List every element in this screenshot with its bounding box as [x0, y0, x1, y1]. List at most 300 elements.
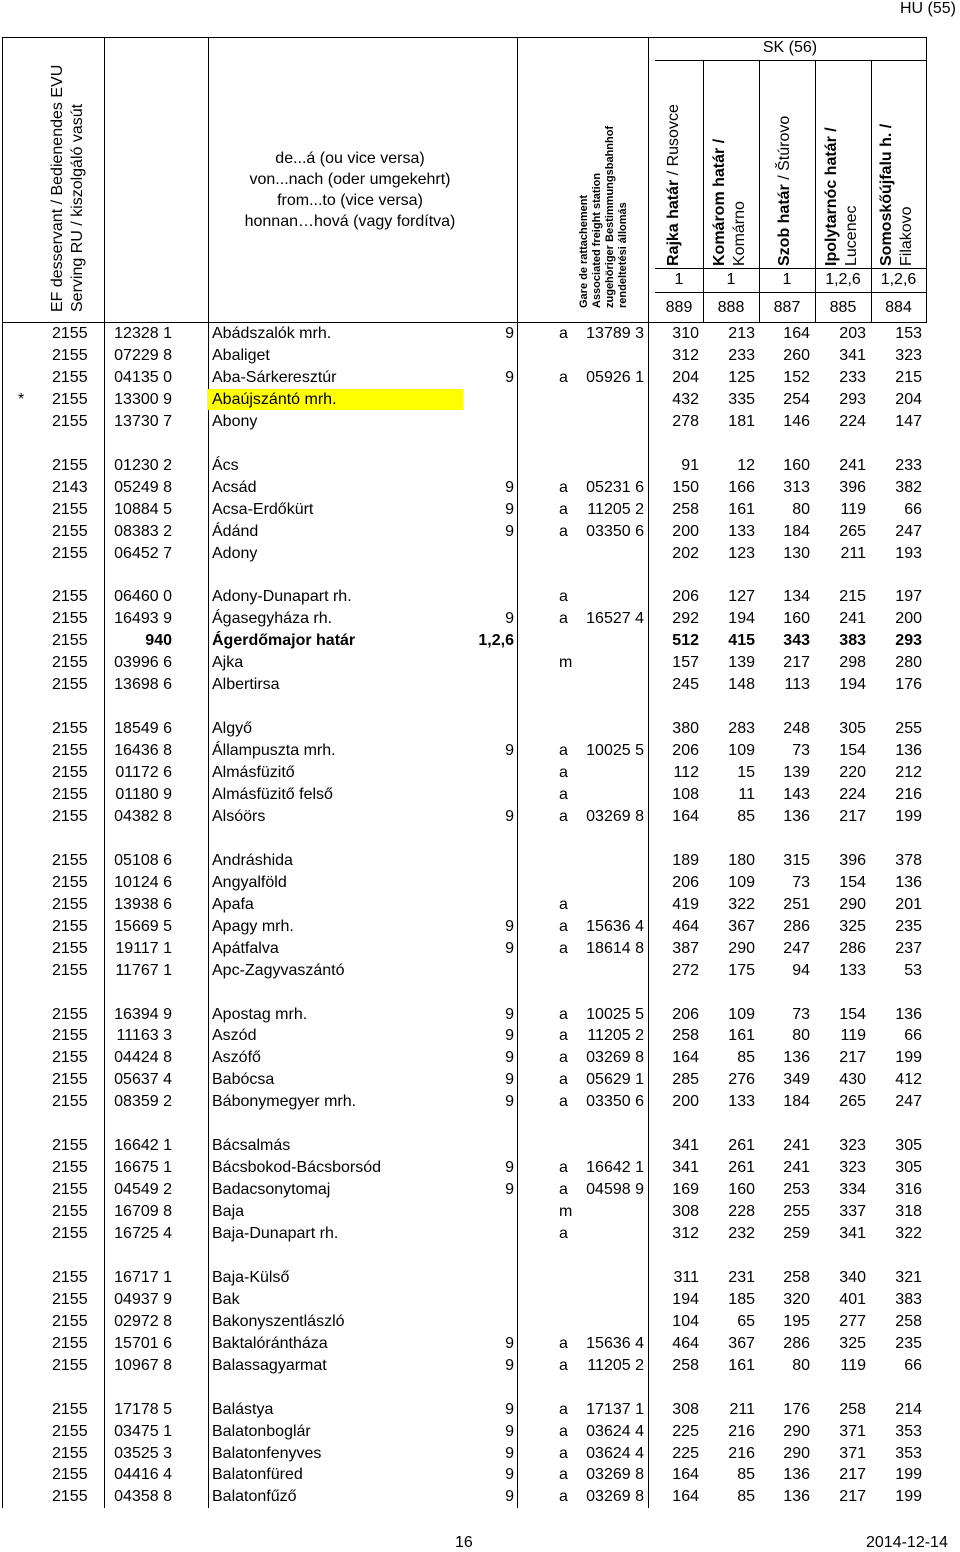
row-value: 305 [895, 1137, 922, 1155]
row-ru: 2155 [52, 346, 88, 364]
row-value: 335 [728, 390, 755, 408]
row-value: 200 [895, 610, 922, 628]
direction-line: de...á (ou vice versa) [275, 150, 425, 167]
row-ref-station: 03269 8 [586, 1466, 644, 1484]
row-value: 233 [895, 456, 922, 474]
border-number: 888 [717, 299, 745, 316]
row-station-name: Apagy mrh. [212, 917, 294, 935]
row-station-name: Balástya [212, 1400, 274, 1418]
row-value: 200 [672, 522, 699, 540]
row-cola: a [559, 1225, 568, 1242]
row-station-code: 13730 7 [114, 412, 172, 430]
row-value: 154 [839, 1005, 866, 1023]
row-cola: a [559, 588, 568, 606]
row-value: 318 [895, 1203, 922, 1220]
row-value: 341 [839, 346, 866, 364]
row-station-code: 04382 8 [114, 807, 172, 825]
row-col9: 9 [505, 1159, 514, 1177]
row-value: 224 [839, 786, 866, 803]
row-value: 148 [728, 676, 755, 694]
row-ru: 2155 [52, 742, 88, 760]
row-value: 341 [672, 1137, 699, 1155]
row-value: 181 [728, 412, 755, 430]
row-value: 290 [839, 895, 866, 913]
row-value: 185 [728, 1290, 755, 1308]
row-station-name: Baktalórántháza [212, 1334, 328, 1352]
row-value: 315 [783, 851, 810, 869]
row-value: 277 [839, 1312, 866, 1330]
row-mark: * [18, 390, 25, 408]
border-name-somoskoujfalu [877, 124, 917, 266]
row-value: 464 [672, 1334, 699, 1352]
row-cola: a [559, 325, 568, 342]
row-cola: a [559, 917, 568, 935]
row-value: 136 [895, 873, 922, 891]
row-value: 136 [783, 1466, 810, 1484]
row-col9: 9 [505, 1005, 514, 1023]
row-ru: 2155 [52, 895, 88, 913]
row-station-name: Bakonyszentlászló [212, 1312, 345, 1330]
row-col9: 9 [505, 917, 514, 935]
row-value: 127 [728, 588, 755, 606]
row-ref-station: 10025 5 [586, 742, 644, 760]
row-value: 237 [895, 939, 922, 957]
row-value: 343 [783, 632, 810, 650]
row-station-name: Baja-Külső [212, 1268, 290, 1286]
row-value: 312 [672, 1225, 699, 1242]
page-code: HU (55) [899, 0, 956, 17]
row-value: 233 [839, 368, 866, 386]
row-station-code: 16493 9 [114, 610, 172, 628]
row-ru: 2155 [52, 1268, 88, 1286]
row-value: 241 [783, 1159, 810, 1177]
row-value: 383 [839, 632, 866, 650]
row-station-code: 06460 0 [114, 588, 172, 606]
row-cola: a [559, 1488, 568, 1506]
row-value: 258 [895, 1312, 922, 1330]
row-ref-station: 03624 4 [586, 1422, 644, 1440]
row-value: 396 [839, 478, 866, 496]
row-ru: 2155 [52, 961, 88, 979]
row-value: 180 [728, 851, 755, 869]
row-cola: a [559, 1159, 568, 1177]
row-col9: 9 [505, 807, 514, 825]
row-value: 258 [672, 1356, 699, 1374]
row-value: 133 [728, 1093, 755, 1111]
row-station-code: 01180 9 [115, 786, 172, 803]
sk-header: SK (56) [762, 39, 818, 56]
row-ru: 2155 [52, 1225, 88, 1242]
row-value: 154 [839, 873, 866, 891]
row-value: 152 [783, 368, 810, 386]
row-value: 286 [839, 939, 866, 957]
row-ru: 2155 [52, 807, 88, 825]
row-value: 85 [737, 807, 755, 825]
row-ru: 2155 [52, 1093, 88, 1111]
row-station-name: Adony-Dunapart rh. [212, 588, 352, 606]
row-value: 204 [895, 390, 922, 408]
row-value: 272 [672, 961, 699, 979]
row-col9: 9 [505, 1422, 514, 1440]
row-value: 258 [839, 1400, 866, 1418]
row-value: 396 [839, 851, 866, 869]
row-value: 214 [895, 1400, 922, 1418]
row-station-code: 16642 1 [114, 1137, 172, 1155]
row-cola: m [559, 654, 573, 672]
row-ru: 2155 [52, 1137, 88, 1155]
ru-header-label [48, 65, 88, 312]
row-value: 337 [839, 1203, 866, 1220]
row-value: 312 [672, 346, 699, 364]
row-value: 53 [904, 961, 922, 979]
row-value: 157 [672, 654, 699, 672]
row-value: 220 [839, 764, 866, 781]
row-station-name: Alsóörs [212, 807, 266, 825]
row-station-code: 940 [145, 632, 172, 650]
row-station-name: Balatonboglár [212, 1422, 311, 1440]
row-value: 310 [672, 325, 699, 342]
row-cola: a [559, 1181, 568, 1199]
border-bold: Somoskőújfalu h. / [878, 123, 895, 266]
row-station-code: 04416 4 [114, 1466, 172, 1484]
row-value: 143 [783, 786, 810, 803]
row-value: 323 [839, 1159, 866, 1177]
row-station-code: 15701 6 [114, 1334, 172, 1352]
border-name-ipolytarnoc [822, 127, 862, 266]
row-value: 150 [672, 478, 699, 496]
row-ru: 2155 [52, 786, 88, 803]
row-value: 276 [728, 1071, 755, 1089]
row-station-name: Andráshida [212, 851, 293, 869]
row-value: 241 [783, 1137, 810, 1155]
row-ref-station: 16642 1 [586, 1159, 644, 1177]
row-station-name: Abádszalók mrh. [212, 325, 332, 342]
row-value: 200 [672, 1093, 699, 1111]
row-value: 235 [895, 1334, 922, 1352]
row-ru: 2155 [52, 1444, 88, 1462]
row-value: 293 [839, 390, 866, 408]
row-col9: 9 [505, 325, 514, 342]
row-value: 136 [895, 1005, 922, 1023]
station-header-line: zugehöriger Bestimmungsbahnhof [604, 125, 616, 308]
row-col9: 9 [505, 1488, 514, 1506]
row-value: 15 [737, 764, 755, 781]
row-value: 378 [895, 851, 922, 869]
row-ru: 2155 [52, 325, 88, 342]
row-col9: 9 [505, 500, 514, 518]
row-ref-station: 15636 4 [586, 917, 644, 935]
row-value: 66 [904, 1027, 922, 1045]
row-cola: a [559, 478, 568, 496]
row-ref-station: 03269 8 [586, 807, 644, 825]
row-station-name: Abaújszántó mrh. [212, 390, 337, 408]
row-value: 217 [839, 1049, 866, 1067]
row-value: 265 [839, 522, 866, 540]
row-value: 248 [783, 720, 810, 738]
row-ref-station: 05926 1 [586, 368, 644, 386]
row-value: 292 [672, 610, 699, 628]
row-value: 285 [672, 1071, 699, 1089]
row-value: 164 [672, 1466, 699, 1484]
row-value: 85 [737, 1049, 755, 1067]
row-value: 11 [738, 786, 755, 803]
row-value: 380 [672, 720, 699, 738]
row-ru: 2155 [52, 1312, 88, 1330]
row-value: 464 [672, 917, 699, 935]
row-station-code: 11767 1 [115, 961, 172, 979]
row-value: 211 [729, 1400, 755, 1418]
row-value: 298 [839, 654, 866, 672]
row-station-code: 05108 6 [114, 851, 172, 869]
row-station-name: Aszód [212, 1027, 257, 1045]
row-value: 130 [783, 544, 810, 562]
row-value: 353 [895, 1422, 922, 1440]
row-value: 202 [672, 544, 699, 562]
direction-line: von...nach (oder umgekehrt) [249, 171, 451, 188]
row-cola: a [559, 1027, 568, 1045]
row-station-code: 04549 2 [114, 1181, 172, 1199]
row-value: 286 [783, 1334, 810, 1352]
row-value: 80 [792, 1027, 810, 1045]
row-value: 169 [672, 1181, 699, 1199]
row-value: 323 [895, 346, 922, 364]
row-value: 216 [895, 786, 922, 803]
border-code: 1 [726, 271, 736, 288]
row-value: 313 [783, 478, 810, 496]
row-value: 247 [895, 522, 922, 540]
row-value: 119 [840, 1027, 866, 1045]
row-value: 189 [672, 851, 699, 869]
row-value: 382 [895, 478, 922, 496]
row-value: 164 [672, 1488, 699, 1506]
row-col9: 1,2,6 [478, 632, 514, 650]
row-value: 194 [839, 676, 866, 694]
row-value: 194 [728, 610, 755, 628]
row-station-code: 05249 8 [114, 478, 172, 496]
row-col9: 9 [505, 478, 514, 496]
row-value: 224 [839, 412, 866, 430]
row-station-code: 16675 1 [114, 1159, 172, 1177]
row-col9: 9 [505, 1466, 514, 1484]
row-station-code: 07229 8 [114, 346, 172, 364]
row-value: 146 [783, 412, 810, 430]
row-cola: a [559, 939, 568, 957]
row-value: 104 [672, 1312, 699, 1330]
row-station-code: 18549 6 [114, 720, 172, 738]
row-station-code: 04424 8 [114, 1049, 172, 1067]
row-value: 305 [839, 720, 866, 738]
row-ru: 2155 [52, 632, 88, 650]
row-ru: 2155 [52, 588, 88, 606]
row-value: 235 [895, 917, 922, 935]
border-number: 884 [885, 299, 912, 316]
row-value: 258 [672, 500, 699, 518]
row-value: 160 [783, 610, 810, 628]
row-value: 85 [737, 1488, 755, 1506]
row-value: 203 [839, 325, 866, 342]
border-name-rajka [664, 104, 684, 266]
row-value: 290 [783, 1444, 810, 1462]
row-station-code: 04358 8 [114, 1488, 172, 1506]
row-station-code: 16725 4 [114, 1225, 172, 1242]
row-value: 253 [783, 1181, 810, 1199]
row-ru: 2155 [52, 654, 88, 672]
row-ref-station: 17137 1 [586, 1400, 644, 1418]
row-value: 265 [839, 1093, 866, 1111]
row-ru: 2155 [52, 1049, 88, 1067]
table-top-border [2, 37, 926, 38]
row-value: 164 [783, 325, 810, 342]
row-station-name: Abony [212, 412, 258, 430]
border-code: 1,2,6 [880, 271, 917, 288]
footer-date: 2014-12-14 [866, 1534, 948, 1551]
border-number: 885 [829, 299, 857, 316]
row-value: 412 [895, 1071, 922, 1089]
row-station-code: 13938 6 [114, 895, 172, 913]
row-col9: 9 [505, 1093, 514, 1111]
row-station-code: 03996 6 [114, 654, 172, 672]
row-value: 136 [895, 742, 922, 760]
row-value: 80 [792, 500, 810, 518]
row-value: 109 [728, 873, 755, 891]
ru-header-line-1: EF desservant / Bedienendes EVU [49, 64, 66, 312]
row-value: 308 [672, 1203, 699, 1220]
row-station-code: 10124 6 [114, 873, 172, 891]
row-cola: a [559, 1049, 568, 1067]
row-value: 94 [792, 961, 810, 979]
row-value: 419 [672, 895, 699, 913]
row-col9: 9 [505, 1027, 514, 1045]
row-value: 73 [792, 742, 810, 760]
border-bold: Ipolytarnóc határ / [823, 127, 840, 266]
row-station-name: Ádánd [212, 522, 259, 540]
row-value: 73 [792, 1005, 810, 1023]
row-cola: a [559, 807, 568, 825]
row-cola: a [559, 1356, 568, 1374]
row-ru: 2155 [52, 1422, 88, 1440]
row-station-name: Aba-Sárkeresztúr [212, 368, 337, 386]
border-name-komarom [710, 139, 750, 266]
row-value: 194 [672, 1290, 699, 1308]
row-station-code: 01230 2 [114, 456, 172, 474]
row-value: 119 [840, 1356, 866, 1374]
row-ru: 2155 [52, 522, 88, 540]
row-value: 247 [783, 939, 810, 957]
row-value: 154 [839, 742, 866, 760]
row-station-code: 16709 8 [114, 1203, 172, 1220]
row-ref-station: 04598 9 [586, 1181, 644, 1199]
row-station-code: 04135 0 [114, 368, 172, 386]
row-col9: 9 [505, 1356, 514, 1374]
row-station-code: 15669 5 [114, 917, 172, 935]
row-value: 211 [840, 544, 866, 562]
row-col9: 9 [505, 1181, 514, 1199]
row-station-name: Baja-Dunapart rh. [212, 1225, 339, 1242]
row-value: 217 [839, 807, 866, 825]
row-station-name: Ágerdőmajor határ [212, 632, 356, 650]
row-value: 322 [728, 895, 755, 913]
row-station-code: 16394 9 [114, 1005, 172, 1023]
row-value: 261 [728, 1137, 755, 1155]
row-value: 341 [672, 1159, 699, 1177]
row-value: 66 [904, 500, 922, 518]
row-value: 12 [737, 456, 755, 474]
row-value: 341 [839, 1225, 866, 1242]
row-value: 195 [783, 1312, 810, 1330]
row-value: 136 [783, 1049, 810, 1067]
row-value: 216 [728, 1422, 755, 1440]
row-station-name: Apátfalva [212, 939, 279, 957]
row-station-code: 11163 3 [116, 1027, 172, 1045]
row-value: 161 [728, 1356, 755, 1374]
row-value: 164 [672, 1049, 699, 1067]
row-cola: a [559, 1422, 568, 1440]
row-ref-station: 03269 8 [586, 1049, 644, 1067]
row-value: 283 [728, 720, 755, 738]
row-ru: 2155 [52, 1181, 88, 1199]
row-ru: 2155 [52, 764, 88, 781]
row-value: 134 [783, 588, 810, 606]
row-ref-station: 11205 2 [587, 500, 644, 518]
border-number: 887 [773, 299, 801, 316]
row-value: 290 [728, 939, 755, 957]
row-value: 184 [783, 1093, 810, 1111]
row-value: 261 [728, 1159, 755, 1177]
direction-header [200, 148, 500, 232]
row-station-code: 08359 2 [114, 1093, 172, 1111]
row-col9: 9 [505, 1400, 514, 1418]
row-station-name: Apostag mrh. [212, 1005, 308, 1023]
row-value: 199 [895, 1488, 922, 1506]
row-value: 432 [672, 390, 699, 408]
row-value: 215 [839, 588, 866, 606]
row-value: 251 [783, 895, 810, 913]
row-ref-station: 11205 2 [587, 1027, 644, 1045]
row-cola: a [559, 368, 568, 386]
row-value: 323 [839, 1137, 866, 1155]
row-value: 199 [895, 1049, 922, 1067]
border-name-szob [775, 116, 795, 266]
row-value: 161 [728, 500, 755, 518]
row-cola: a [559, 742, 568, 760]
border-rest: Lucenec [843, 205, 860, 266]
row-value: 321 [895, 1268, 922, 1286]
row-value: 66 [904, 1356, 922, 1374]
row-value: 123 [728, 544, 755, 562]
border-rest: / Štúrovo [776, 115, 793, 185]
row-value: 255 [783, 1203, 810, 1220]
row-station-name: Acsa-Erdőkürt [212, 500, 314, 518]
row-value: 147 [895, 412, 922, 430]
row-ru: 2155 [52, 390, 88, 408]
row-station-code: 10884 5 [114, 500, 172, 518]
row-station-name: Acsád [212, 478, 257, 496]
row-value: 199 [895, 1466, 922, 1484]
row-ru: 2155 [52, 500, 88, 518]
row-value: 113 [784, 676, 810, 694]
right-border [926, 37, 927, 323]
row-col9: 9 [505, 522, 514, 540]
page-number: 16 [455, 1534, 473, 1551]
row-ru: 2155 [52, 610, 88, 628]
row-cola: a [559, 500, 568, 518]
row-value: 290 [783, 1422, 810, 1440]
row-value: 176 [895, 676, 922, 694]
row-col9: 9 [505, 1334, 514, 1352]
row-station-name: Angyalföld [212, 873, 287, 891]
row-value: 367 [728, 917, 755, 935]
row-ref-station: 03624 4 [586, 1444, 644, 1462]
